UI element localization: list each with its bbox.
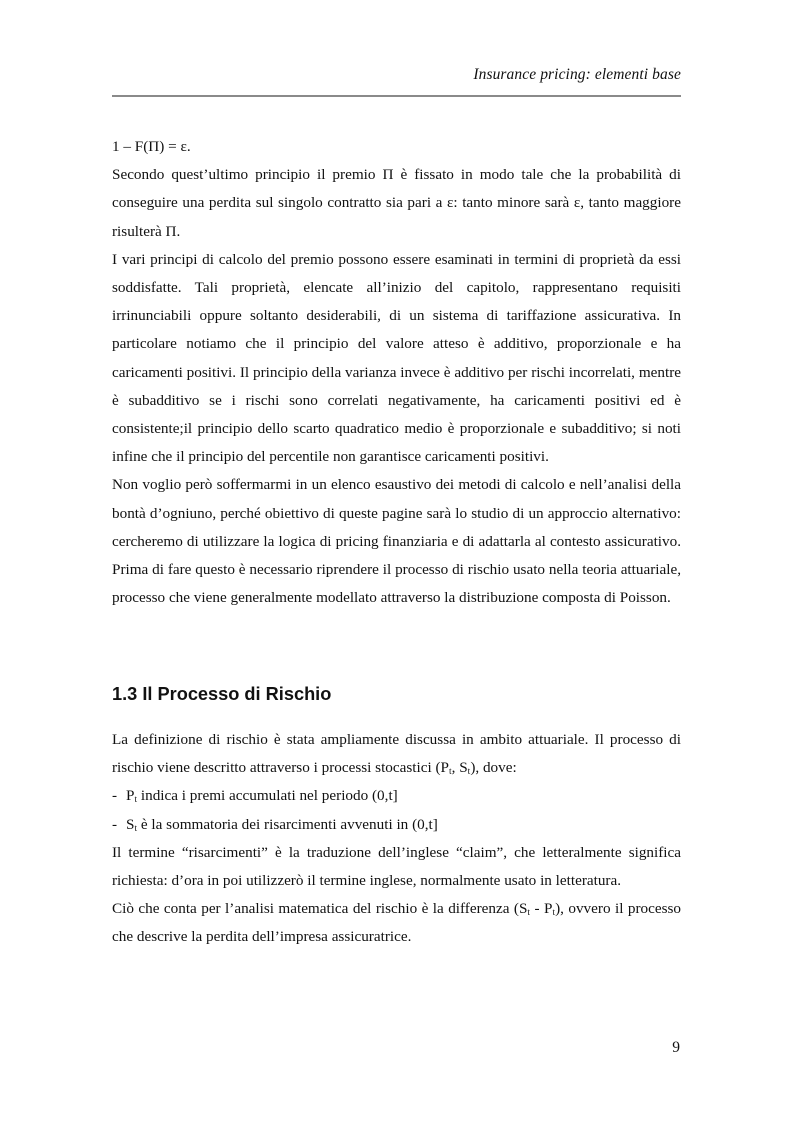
paragraph-properties: I vari principi di calcolo del premio possono essere esaminati in termini di proprietà da essi soddisfatte. Tali proprietà, elencate all’inizio del capitolo, rappresentano requisiti irrinunciabili oppure soltanto desiderabili, di un sistema di tariffazione assicurativa. In particolare notiamo che il principio del valore atteso è additivo, proporzionale e ha caricamenti positivi. Il principio della varianza invece è additivo per rischi incorrelati, mentre è subadditivo se i rischi sono correlati negativamente, ha caricamenti positivi ed è consistente;il principio dello scarto quadratico medio è proporzionale e subadditivo; si noti infine che il principio del percentile non garantisce caricamenti positivi.	[112, 250, 681, 466]
section-heading: 1.3 Il Processo di Rischio	[112, 684, 332, 704]
subscript: t	[467, 767, 471, 778]
paragraph-approach: Non voglio però soffermarmi in un elenco esaustivo dei metodi di calcolo e nell’analisi della bontà d’ogniuno, perché obiettivo di queste pagine sarà lo studio di un approccio alternativo: cercheremo di utilizzare la logica di pricing finanziaria e di adattarla al contesto assicurativo. Prima di fare questo è necessario riprendere il processo di rischio usato nella teoria attuariale, processo che viene generalmente modellato attraverso la distribuzione composta di Poisson.	[112, 476, 681, 607]
formula-line: 1 – F(Π) = ε.	[112, 138, 191, 155]
subscript: t	[448, 767, 452, 778]
intro-text-block	[112, 133, 681, 612]
bullet-text: è la sommatoria dei risarcimenti avvenuti in (0,t]	[137, 815, 438, 833]
paragraph-risk-definition	[112, 726, 681, 782]
subscript: t	[134, 795, 138, 806]
bullet-variable: S	[126, 815, 135, 833]
list-item	[112, 811, 681, 839]
subscript: t	[527, 908, 531, 919]
page-number: 9	[672, 1039, 680, 1056]
bullet-text: indica i premi accumulati nel periodo (0,t]	[137, 787, 398, 805]
running-header: Insurance pricing: elementi base	[473, 66, 681, 83]
text-run: , S	[451, 759, 468, 777]
text-run: La definizione di rischio è stata ampliamente discussa in ambito attuariale. Il processo di rischio viene descritto attraverso i processi stocastici (P	[112, 731, 681, 777]
text-run: ), ovvero il processo che descrive la perdita dell’impresa assicuratrice.	[112, 900, 682, 946]
paragraph-principle: Secondo quest’ultimo principio il premio Π è fissato in modo tale che la probabilità di conseguire una perdita sul singolo contratto sia pari a ε: tanto minore sarà ε, tanto maggiore risulterà Π.	[112, 166, 681, 240]
text-run: ), dove:	[470, 759, 517, 777]
paragraph-claim-term: Il termine “risarcimenti” è la traduzione dell’inglese “claim”, che letteralmente significa richiesta: d’ora in poi utilizzerò il termine inglese, normalmente usato in letteratura.	[112, 843, 681, 890]
section-text-block	[112, 726, 681, 952]
header-rule	[112, 95, 681, 97]
subscript: t	[134, 823, 138, 834]
subscript: t	[552, 908, 556, 919]
bullet-variable: P	[126, 787, 135, 805]
bullet-dash: -	[112, 815, 118, 833]
text-run: Ciò che conta per l’analisi matematica del rischio è la differenza (S	[112, 900, 528, 918]
paragraph-loss-process	[112, 895, 681, 951]
text-run: - P	[530, 900, 553, 918]
bullet-dash: -	[112, 787, 118, 805]
list-item	[112, 782, 681, 810]
